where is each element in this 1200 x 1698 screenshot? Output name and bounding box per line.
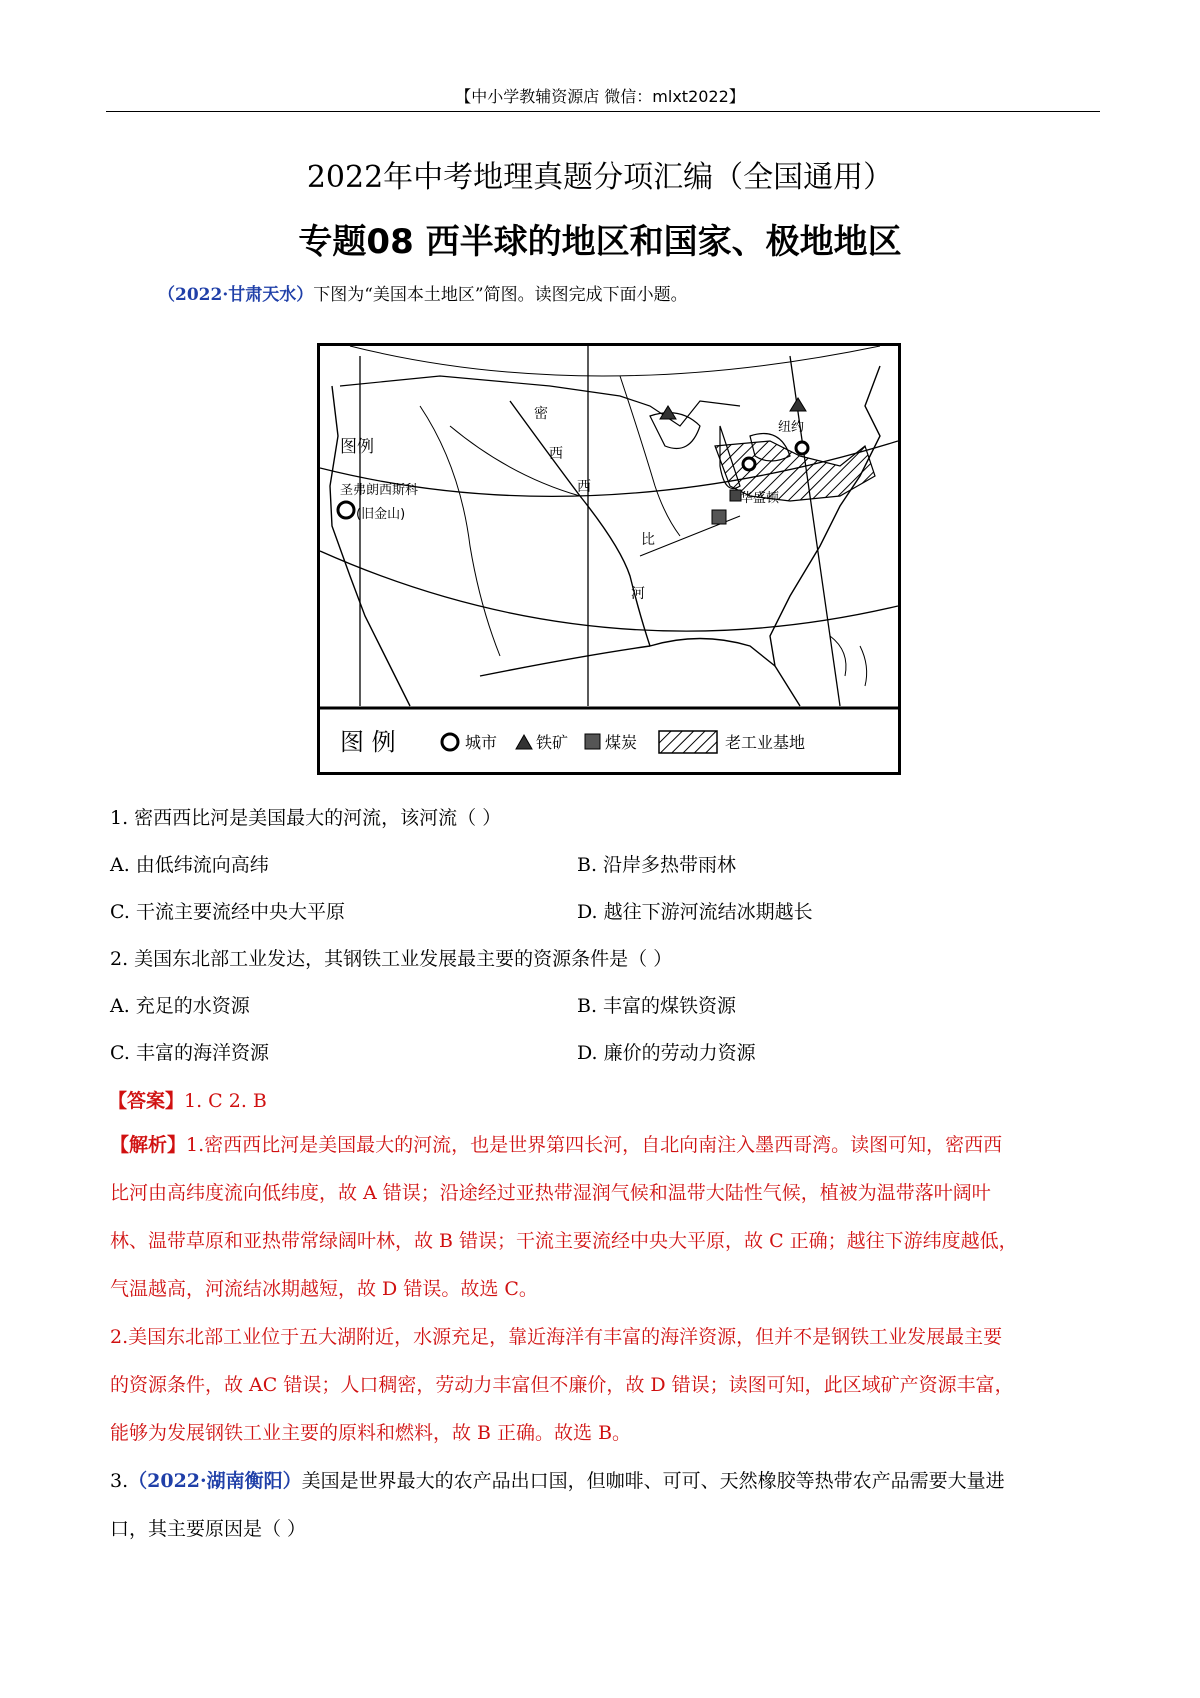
legend-label-iron: 铁矿 (536, 733, 569, 752)
legend-label-industrial: 老工业基地 (725, 733, 806, 752)
question-intro (158, 280, 688, 305)
analysis-line: 2.美国东北部工业位于五大湖附近，水源充足，靠近海洋有丰富的海洋资源，但并不是钢铁工业发展最主要 (110, 1326, 1003, 1348)
label-washington: 华盛顿 (740, 491, 780, 506)
label-san-francisco: 圣弗朗西斯科 (340, 483, 419, 498)
question-3-text: 美国是世界最大的农产品出口国，但咖啡、可可、天然橡胶等热带农产品需要大量进 (301, 1470, 1005, 1492)
question-2-option-a: A. 充足的水资源 (110, 995, 250, 1017)
question-2-stem: 2. 美国东北部工业发达，其钢铁工业发展最主要的资源条件是（ ） (110, 948, 673, 970)
label-san-francisco-alt: (旧金山) (356, 507, 406, 522)
legend-label-city: 城市 (465, 733, 498, 752)
parallel-south (320, 551, 898, 631)
analysis-line: 的资源条件，故 AC 错误；人口稠密，劳动力丰富但不廉价，故 D 错误；读图可知，此区域矿产资源丰富， (110, 1374, 1014, 1396)
coal-square-icon (712, 510, 726, 524)
triangle-icon (516, 735, 532, 749)
analysis-line: 能够为发展钢铁工业主要的原料和燃料，故 B 正确。故选 B。 (110, 1422, 632, 1444)
mountain-line (420, 406, 500, 656)
city-circle-icon (743, 458, 755, 470)
mississippi-river (510, 401, 650, 646)
answer-text: 1. C 2. B (184, 1090, 267, 1112)
circle-icon (442, 734, 458, 750)
river-char: 西 (577, 479, 591, 495)
us-map-figure (317, 343, 901, 775)
question-2-option-d: D. 廉价的劳动力资源 (577, 1042, 756, 1064)
analysis-paragraph-2 (110, 1313, 1100, 1457)
analysis-line: 气温越高，河流结冰期越短，故 D 错误。故选 C。 (110, 1278, 538, 1300)
analysis-line: 林、温带草原和亚热带常绿阔叶林，故 B 错误；干流主要流经中央大平原，故 C 正确；越往下游纬度越低， (110, 1230, 1018, 1252)
legend-label-coal: 煤炭 (605, 733, 638, 752)
document-subtitle: 专题08 西半球的地区和国家、极地地区 (298, 222, 902, 262)
question-1-option-d: D. 越往下游河流结冰期越长 (577, 901, 813, 923)
city-circle-icon (796, 442, 808, 454)
question-3-line-2: 口，其主要原因是（ ） (110, 1518, 307, 1540)
analysis-tag: 【解析】 (110, 1134, 187, 1156)
page-header: 【中小学教辅资源店 微信：mlxt2022】 (455, 87, 745, 106)
question-3-line-1 (110, 1457, 1100, 1505)
analysis-line (110, 1121, 1100, 1169)
analysis-text: 1.密西西比河是美国最大的河流，也是世界第四长河，自北向南注入墨西哥湾。读图可知，密西西 (186, 1134, 1003, 1156)
us-map-svg (320, 346, 898, 772)
analysis-paragraph-1 (110, 1121, 1100, 1313)
header-divider (106, 111, 1100, 112)
question-1-stem: 1. 密西西比河是美国最大的河流，该河流（ ） (110, 807, 502, 829)
river-char: 比 (641, 532, 655, 548)
question-3 (110, 1457, 1100, 1553)
intro-text: 下图为“美国本土地区”简图。读图完成下面小题。 (313, 285, 688, 305)
analysis-line: 比河由高纬度流向低纬度，故 A 错误；沿途经过亚热带湿润气候和温带大陆性气候，植被为温带落叶阔叶 (110, 1182, 991, 1204)
river-char: 河 (631, 586, 645, 602)
question-3-number: 3. (110, 1470, 129, 1492)
river-northeast (620, 376, 680, 536)
city-circle-icon (338, 502, 354, 518)
question-3-source: （2022·湖南衡阳） (128, 1470, 302, 1492)
square-icon (585, 734, 600, 749)
river-char: 密 (534, 406, 548, 422)
river-char: 西 (549, 446, 563, 462)
answer-tag: 【答案】 (108, 1090, 185, 1112)
question-2-option-b: B. 丰富的煤铁资源 (577, 995, 737, 1017)
answer-line (108, 1086, 267, 1113)
map-tuli-label: 图例 (340, 437, 374, 457)
parallel-top (350, 346, 880, 376)
iron-ore-icon (790, 398, 806, 411)
question-2-option-c: C. 丰富的海洋资源 (110, 1042, 269, 1064)
question-1-option-b: B. 沿岸多热带雨林 (577, 854, 737, 876)
hatch-icon (659, 731, 717, 753)
question-1-option-c: C. 干流主要流经中央大平原 (110, 901, 345, 923)
legend-title: 图 例 (340, 728, 396, 756)
label-new-york: 纽约 (778, 420, 805, 435)
document-title: 2022年中考地理真题分项汇编（全国通用） (306, 160, 894, 195)
gulf-coast (480, 639, 775, 677)
west-coast (330, 386, 410, 706)
question-1-option-a: A. 由低纬流向高纬 (110, 854, 269, 876)
intro-source: （2022·甘肃天水） (158, 285, 314, 305)
